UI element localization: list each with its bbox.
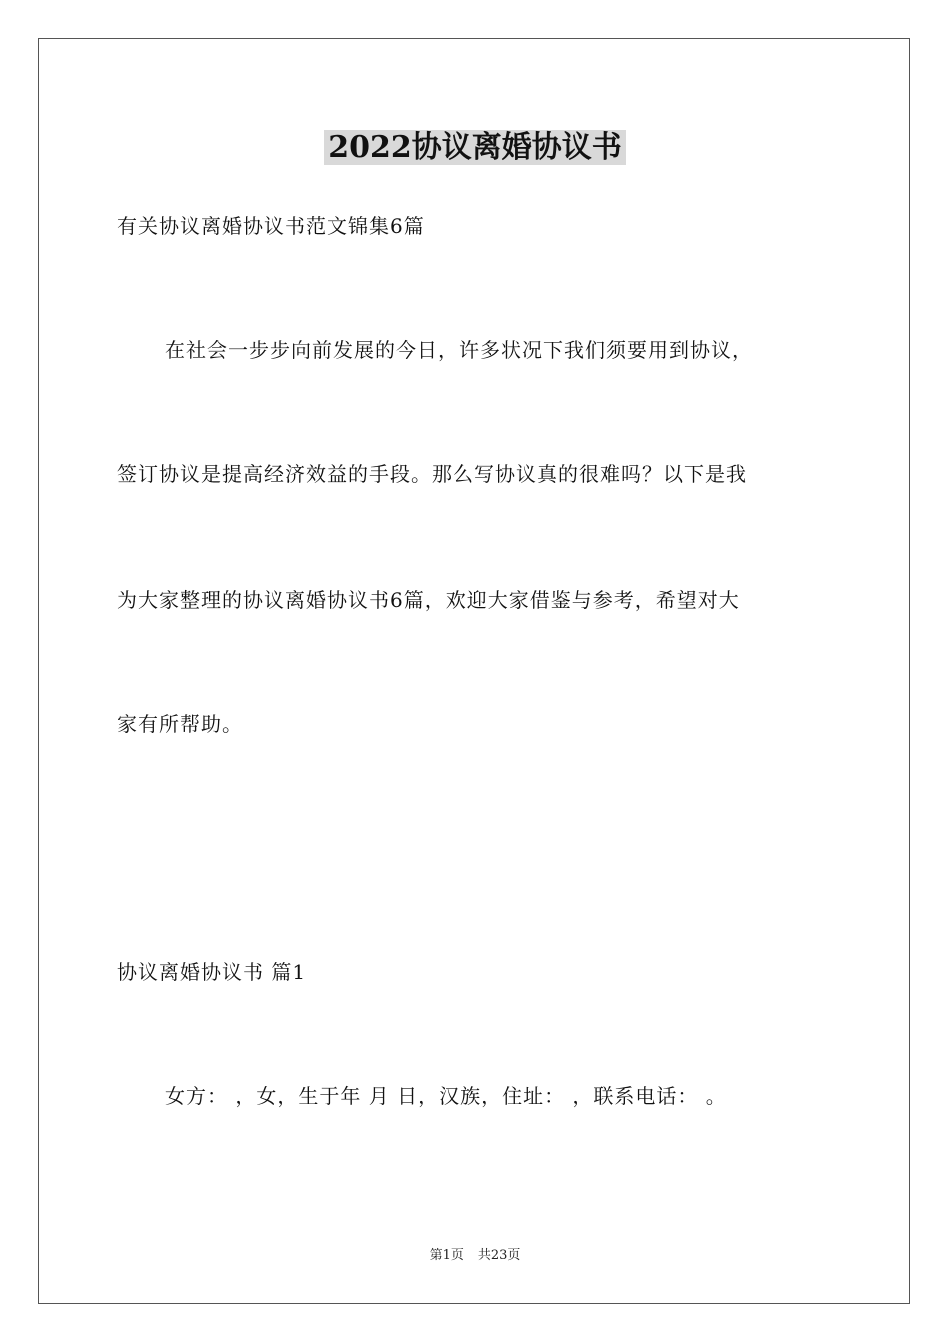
- section-heading: 协议离婚协议书 篇1: [117, 960, 307, 984]
- document-subtitle: 有关协议离婚协议书范文锦集6篇: [117, 214, 425, 238]
- document-title: [0, 126, 950, 170]
- page-number: 第1页: [429, 1248, 464, 1263]
- intro-line: 签订协议是提高经济效益的手段。那么写协议真的很难吗？以下是我: [117, 462, 747, 486]
- page-total: 共23页: [477, 1248, 521, 1263]
- party-line: 女方： ，女，生于年 月 日，汉族，住址： ，联系电话： 。: [165, 1084, 727, 1108]
- intro-line: 在社会一步步向前发展的今日，许多状况下我们须要用到协议，: [165, 338, 753, 362]
- page-footer: [0, 1247, 950, 1265]
- intro-line: 家有所帮助。: [117, 712, 243, 736]
- document-title-text: 2022协议离婚协议书: [324, 130, 626, 165]
- intro-line: 为大家整理的协议离婚协议书6篇，欢迎大家借鉴与参考，希望对大: [117, 588, 740, 612]
